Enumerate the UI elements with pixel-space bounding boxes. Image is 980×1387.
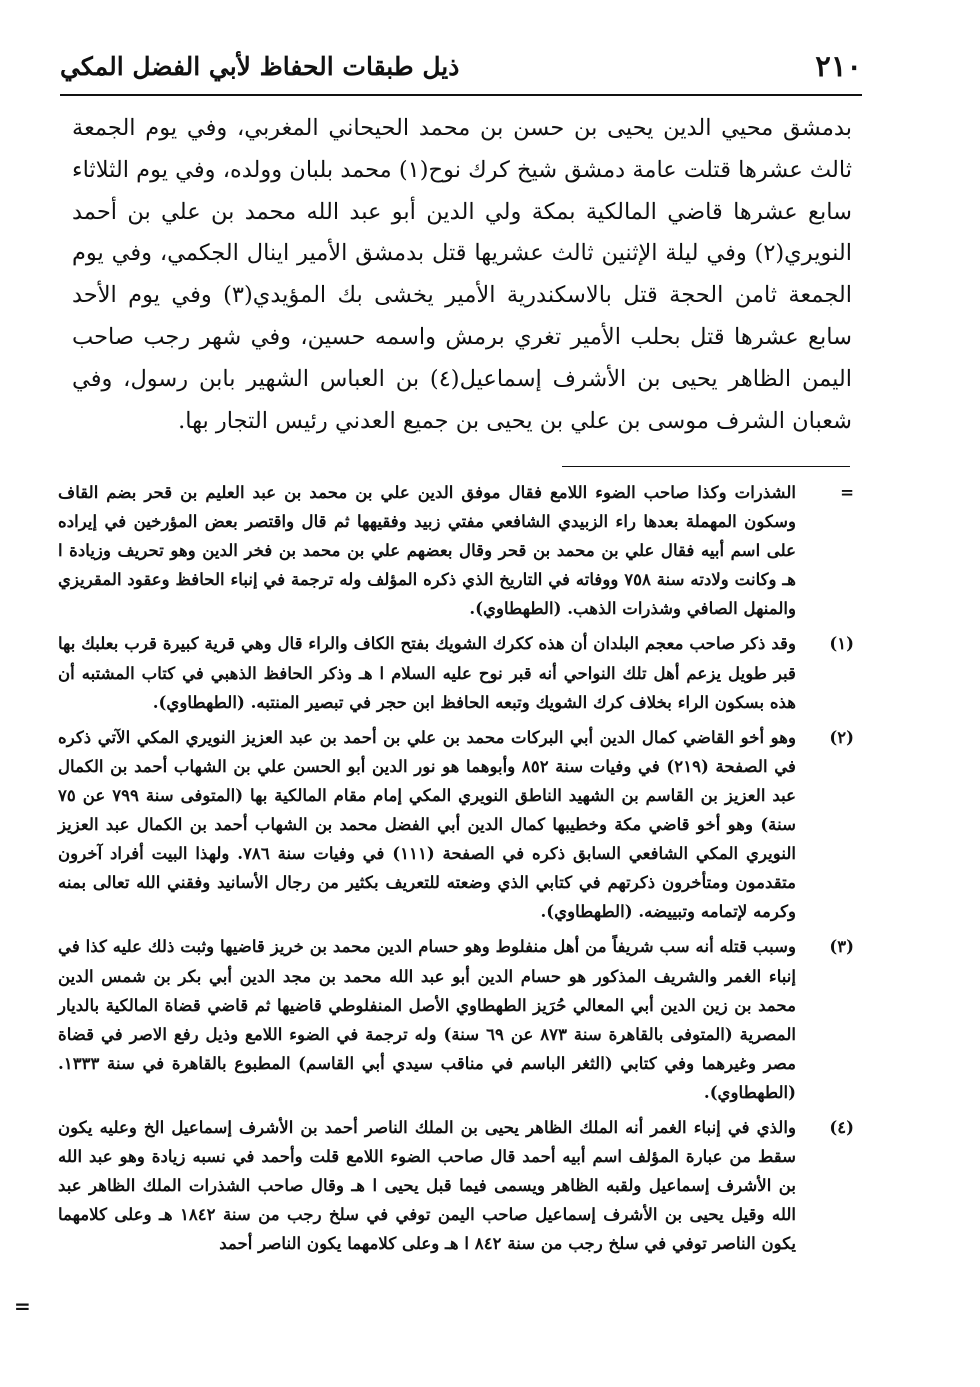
footnote-3 (58, 932, 854, 1107)
page-header (60, 38, 862, 96)
footnote-text: الشذرات وكذا صاحب الضوء اللامع فقال موفق الدين علي بن محمد بن عبد العليم بن قحر بضم القاف وسكون المهملة بعدها راء الزبيدي الشافعي مفتي زبيد وفقيهها ثم قال واقتصر بعض المؤرخين في إيراده على اسم أبيه فقال علي بن محمد بن قحر وقال بعضهم علي بن محمد بن فخر الدين وهو تحريف وزيادة ا هـ وكانت ولادته سنة ٧٥٨ ووفاته في التاريخ الذي ذكره المؤلف وله ترجمة في إنباء الحافظ وعقود المقريزي والمنهل الصافي وشذرات الذهب. (الطهطاوي). (58, 482, 796, 619)
footnote-marker: (١) (829, 633, 854, 654)
main-paragraph: بدمشق محيي الدين يحيى بن حسن بن محمد الحيحاني المغربي، وفي يوم الجمعة ثالث عشرها قتلت عامة دمشق شيخ كرك نوح(١) محمد بلبان وولده، وفي يوم الثلاثاء سابع عشرها قاضي المالكية بمكة ولي الدين أبو عبد الله محمد بن علي بن أحمد النويري(٢) وفي ليلة الإثنين ثالث عشريها قتل بدمشق الأمير اينال الجكمي، وفي يوم الجمعة ثامن الحجة قتل بالاسكندرية الأمير يخشى بك المؤيدي(٣) وفي يوم الأحد سابع عشرها قتل بحلب الأمير تغري برمش واسمه حسين، وفي شهر رجب صاحب اليمن الظاهر يحيى بن الأشرف إسماعيل(٤) بن العباس الشهير بابن رسول، وفي شعبان الشرف موسى بن علي بن يحيى بن جميع العدني رئيس التجار بها. (72, 115, 852, 434)
footnote-continued (58, 478, 854, 623)
footnote-1 (58, 629, 854, 716)
footnote-4 (58, 1113, 854, 1258)
footnotes (58, 478, 854, 1264)
main-text (72, 108, 852, 442)
page-number: ٢١٠ (815, 49, 862, 83)
footnote-marker: (٣) (829, 936, 854, 957)
footnote-marker: (٤) (829, 1116, 854, 1137)
footnote-text: وقد ذكر صاحب معجم البلدان أن هذه ككرك الشويك بفتح الكاف والراء قال وهي قرية كبيرة قرب بعلبك بها قبر طويل يزعم أهل تلك النواحي أنه قبر نوح عليه السلام ا هـ وذكر الحافظ الذهبي في كتاب المشتبه أن هذه بسكون الراء بخلاف كرك الشويك وتبعه الحافظ ابن حجر في تبصير المنتبه. (الطهطاوي). (58, 633, 796, 712)
running-title: ذيل طبقات الحفاظ لأبي الفضل المكي (60, 51, 460, 81)
footnote-text: والذي في إنباء الغمر أنه الملك الظاهر يحيى بن الملك الناصر أحمد بن الأشرف إسماعيل الخ وعليه يكون سقط من عبارة المؤلف اسم أبيه أحمد قال صاحب الضوء اللامع قلت وأحمد في نسبه زيادة وهو عبد الله بن الأشرف إسماعيل ولقبه الظاهر ويسمى فيما قبل يحيى ا هـ وقال صاحب الشذرات الملك الظاهر عبد الله وقيل يحيى بن الأشرف إسماعيل صاحب اليمن توفي في سلخ رجب من سنة ١٨٤٢ هـ وعلى كلامهما يكون الناصر توفي في سلخ رجب من سنة ٨٤٢ ا هـ وعلى كلامهما يكون الناصر أحمد (58, 1116, 796, 1254)
continuation-mark: = (14, 1294, 31, 1318)
footnote-text: وهو أخو القاضي كمال الدين أبي البركات محمد بن علي بن أحمد بن عبد العزيز النويري المكي الآتي ذكره في الصفحة (٢١٩) في وفيات سنة ٨٥٢ وأبوهما هو نور الدين أبو الحسن علي بن الشهاب أحمد بن الكمال عبد العزيز بن القاسم بن الشهيد الناطق النويري المكي إمام مقام المالكية بها (المتوفى سنة ٧٩٩ عن ٧٥ سنة) وهو أخو قاضي مكة وخطيبها كمال الدين أبي الفضل محمد بن الشهاب أحمد بن الكمال عبد العزيز النويري المكي الشافعي السابق ذكره في الصفحة (١١١) في وفيات سنة ٧٨٦. ولهذا البيت أفراد آخرون متقدمون ومتأخرون ذكرتهم في كتابي الذي وضعته للتعريف بكثير من رجال الأسانيد وفقني الله تعالى بمنه وكرمه لإتمامه وتبييضه. (الطهطاوي). (58, 726, 796, 922)
footnote-text: وسبب قتله أنه سب شريفاً من أهل منفلوط وهو حسام الدين محمد بن خريز قاضيها وثبت ذلك عليه كذا في إنباء الغمر والشريف المذكور هو حسام الدين أبو عبد الله محمد بن مجد الدين أبي بكر بن شمس الدين محمد بن زين الدين أبي المعالي حُرَيز الطهطاوي الأصل المنفلوطي قاضيها ثم قاضي قضاة المالكية بالديار المصرية (المتوفى بالقاهرة سنة ٨٧٣ عن ٦٩ سنة) وله ترجمة في الضوء اللامع وذيل رفع الاصر في قضاة مصر وغيرهما وفي كتابي (الثغر الباسم في مناقب سيدي أبي القاسم) المطبوع بالقاهرة في سنة ١٣٣٣. (الطهطاوي). (58, 936, 796, 1102)
footnote-marker: = (840, 482, 854, 502)
footnote-2 (58, 723, 854, 927)
footnote-marker: (٢) (829, 726, 854, 747)
footnote-separator (562, 466, 850, 467)
